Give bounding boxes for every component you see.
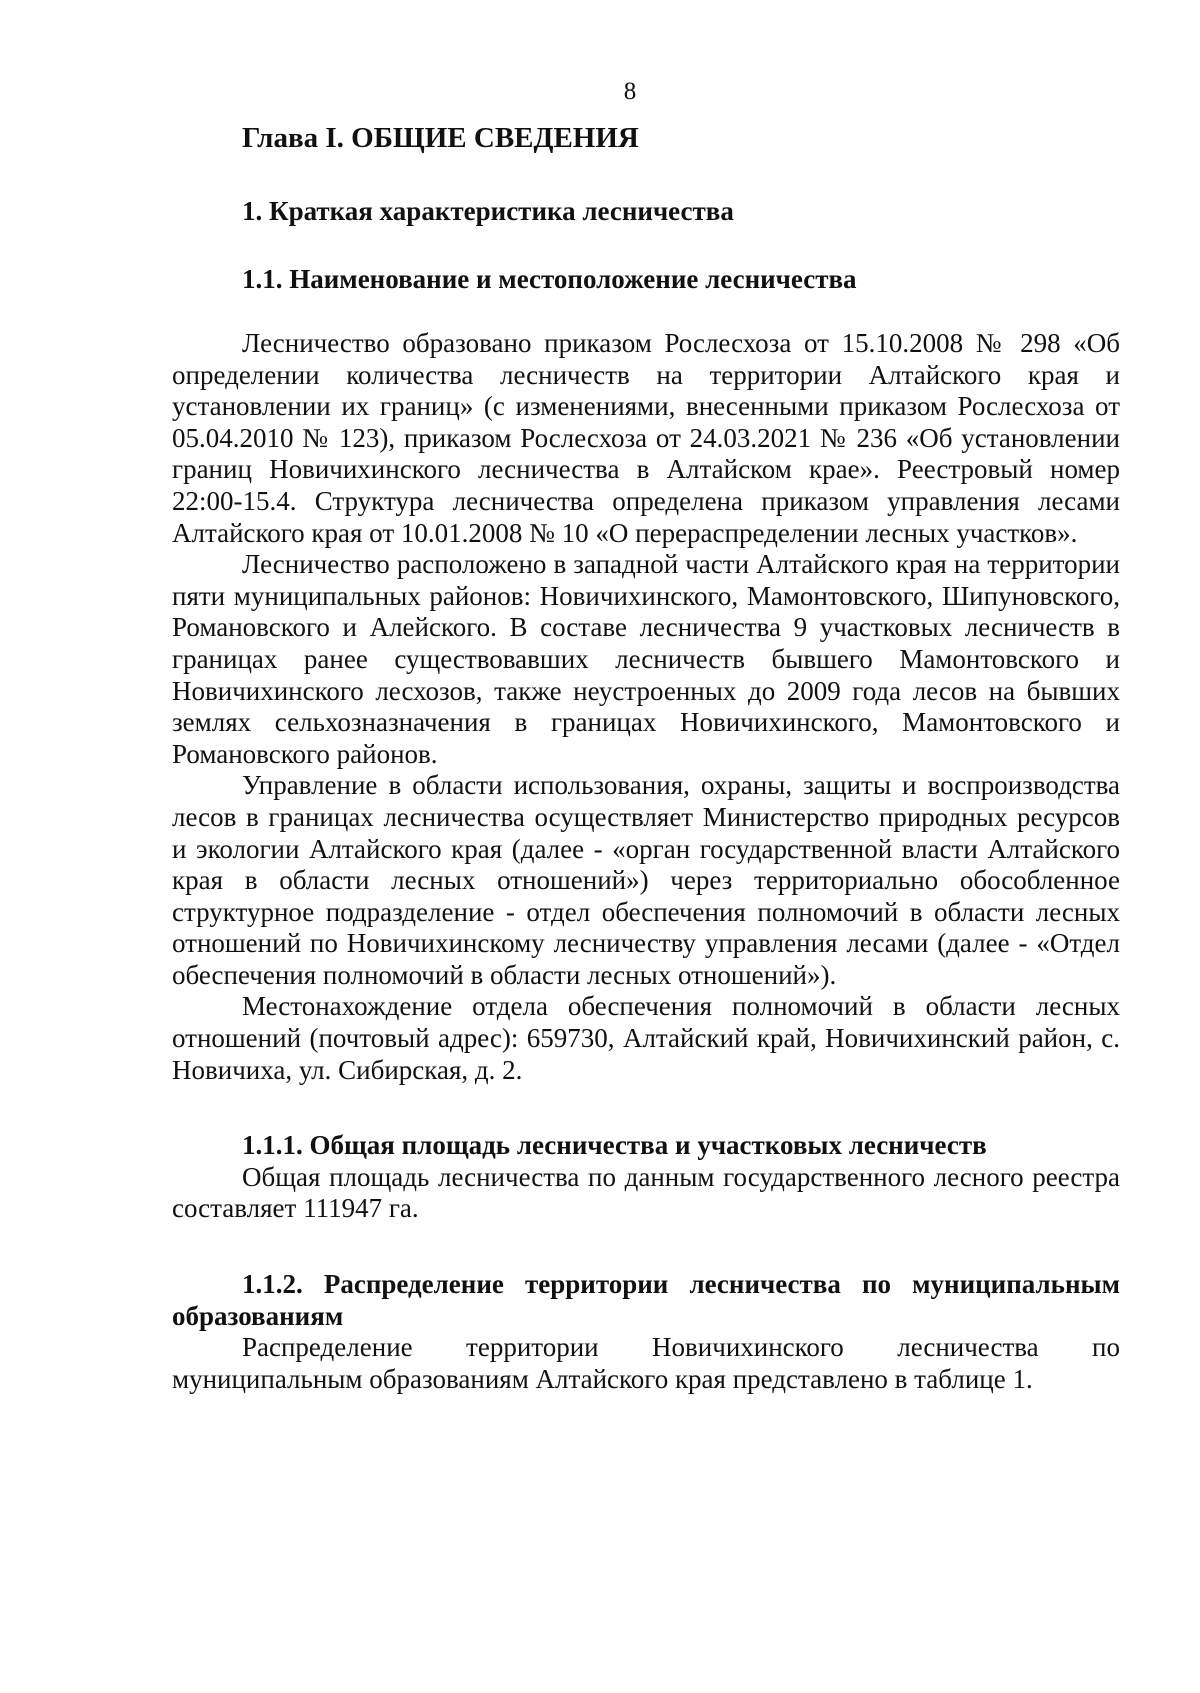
section-1-1-1-text: Общая площадь лесничества по данным государственного лесного реестра составляет 111947 га. bbox=[172, 1161, 1120, 1224]
page-number: 8 bbox=[623, 78, 637, 105]
paragraph-management: Управление в области использования, охраны, защиты и воспроизводства лесов в границах лесничества осуществляет Министерство природных ресурсов и экологии Алтайского края (далее - «орган государственной власти Алтайского края в области лесных отношений») через территориально обособленное структурное подразделение - отдел обеспечения полномочий в области лесных отношений по Новичихинскому лесничеству управления лесами (далее - «Отдел обеспечения полномочий в области лесных отношений»). bbox=[172, 770, 1120, 990]
paragraph-address: Местонахождение отдела обеспечения полномочий в области лесных отношений (почтовый адрес): 659730, Алтайский край, Новичихинский район, с. Новичиха, ул. Сибирская, д. 2. bbox=[172, 991, 1120, 1085]
section-1-1-1-title: 1.1.1. Общая площадь лесничества и участковых лесничеств bbox=[242, 1130, 987, 1161]
document-body bbox=[172, 118, 1120, 1395]
subsection-title: 1.1. Наименование и местоположение лесничества bbox=[242, 264, 857, 294]
paragraph-establishment: Лесничество образовано приказом Рослесхоза от 15.10.2008 № 298 «Об определении количества лесничеств на территории Алтайского края и установлении их границ» (с изменениями, внесенными приказом Рослесхоза от 05.04.2010 № 123), приказом Рослесхоза от 24.03.2021 № 236 «Об установлении границ Новичихинского лесничества в Алтайском крае». Реестровый номер 22:00-15.4. Структура лесничества определена приказом управления лесами Алтайского края от 10.01.2008 № 10 «О перераспределении лесных участков». bbox=[172, 328, 1120, 548]
section-1-1-2-title: 1.1.2. Распределение территории лесничества по муниципальным образованиям bbox=[172, 1269, 1120, 1331]
section-1-1-2-text: Распределение территории Новичихинского лесничества по муниципальным образованиям Алтайского края представлено в таблице 1. bbox=[172, 1332, 1120, 1394]
chapter-title: Глава I. ОБЩИЕ СВЕДЕНИЯ bbox=[242, 122, 639, 154]
paragraph-location: Лесничество расположено в западной части Алтайского края на территории пяти муниципальных районов: Новичихинского, Мамонтовского, Шипуновского, Романовского и Алейского. В составе лесничества 9 участковых лесничеств в границах ранее существовавших лесничеств бывшего Мамонтовского и Новичихинского лесхозов, также неустроенных до 2009 года лесов на бывших землях сельхозназначения в границах Новичихинского, Мамонтовского и Романовского районов. bbox=[172, 549, 1120, 769]
section-title: 1. Краткая характеристика лесничества bbox=[242, 196, 734, 226]
